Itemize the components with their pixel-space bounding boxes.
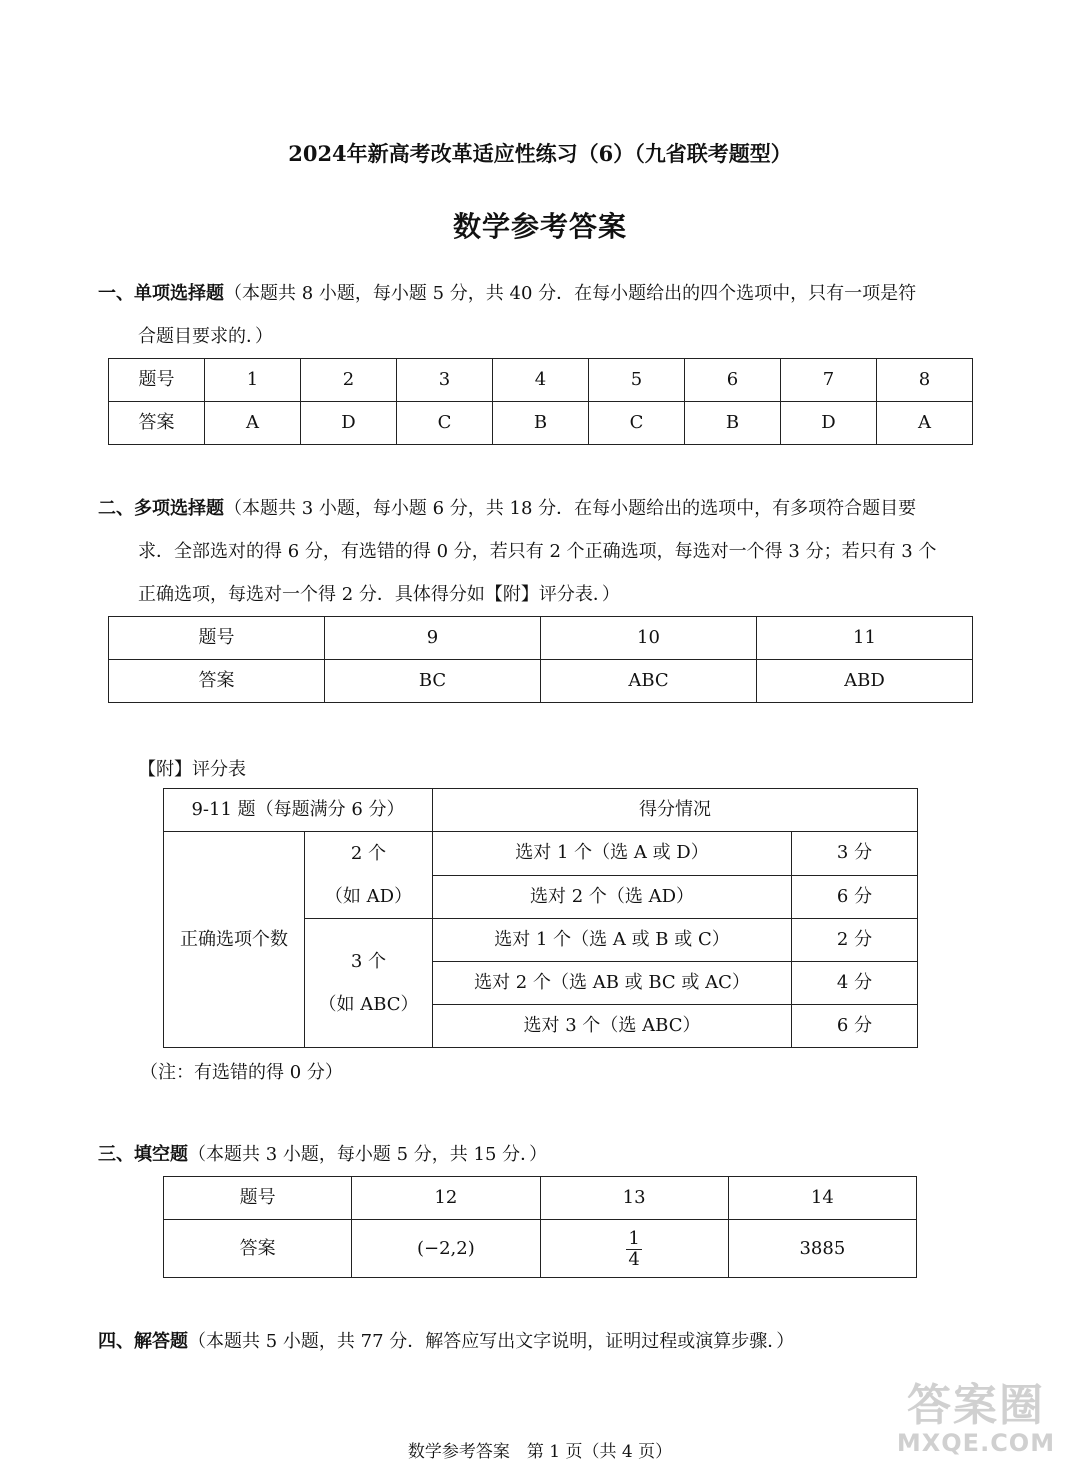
scoring-case: 选对 2 个（选 AD） [433, 875, 792, 919]
scoring-case: 选对 3 个（选 ABC） [433, 1005, 792, 1048]
question-number: 1 [205, 359, 301, 402]
scoring-points: 2 分 [792, 919, 918, 962]
scoring-table-caption: 【附】评分表 [138, 759, 246, 780]
fraction-numerator: 1 [628, 1227, 640, 1249]
table-row [164, 1220, 917, 1278]
question-number: 11 [757, 617, 973, 660]
table-row [164, 789, 918, 832]
section-description-cont: 求．全部选对的得 6 分，有选错的得 0 分，若只有 2 个正确选项，每选对一个得 3 分；若只有 3 个 [138, 541, 937, 562]
answer-cell: B [685, 402, 781, 445]
fraction [626, 1229, 641, 1270]
section-heading: 二、多项选择题 [98, 498, 224, 519]
watermark-text: 答案圈 [907, 1380, 1045, 1431]
document-subtitle: 数学参考答案 [452, 210, 627, 243]
question-number: 9 [325, 617, 541, 660]
answer-cell: ABD [757, 660, 973, 703]
scoring-header-right: 得分情况 [433, 789, 918, 832]
section-description: （本题共 3 小题，每小题 6 分，共 18 分．在每小题给出的选项中，有多项符合题目要 [224, 498, 917, 519]
scoring-case: 选对 2 个（选 AB 或 BC 或 AC） [433, 962, 792, 1005]
scoring-header-left: 9-11 题（每题满分 6 分） [164, 789, 433, 832]
scoring-note: （注：有选错的得 0 分） [140, 1062, 343, 1083]
answer-cell: D [301, 402, 397, 445]
question-number: 12 [352, 1177, 540, 1220]
question-number: 6 [685, 359, 781, 402]
scoring-points: 3 分 [792, 832, 918, 876]
answer-cell: A [877, 402, 973, 445]
group-count: 2 个 [350, 843, 387, 864]
table-row [109, 617, 973, 660]
answer-cell: D [781, 402, 877, 445]
answer-cell: 3885 [728, 1220, 916, 1278]
scoring-group-three [305, 919, 433, 1048]
section-description-cont: 合题目要求的．） [138, 326, 273, 347]
section-description: （本题共 5 小题，共 77 分．解答应写出文字说明，证明过程或演算步骤．） [188, 1331, 795, 1352]
question-number: 4 [493, 359, 589, 402]
section-solutions [98, 1320, 988, 1363]
scoring-points: 6 分 [792, 875, 918, 919]
answer-cell [540, 1220, 728, 1278]
table-row [164, 1177, 917, 1220]
question-number: 14 [728, 1177, 916, 1220]
scoring-points: 4 分 [792, 962, 918, 1005]
row-label-answer: 答案 [164, 1220, 352, 1278]
row-label-question: 题号 [164, 1177, 352, 1220]
group-example: （如 AD） [324, 886, 413, 907]
question-number: 13 [540, 1177, 728, 1220]
scoring-row-label: 正确选项个数 [164, 832, 305, 1048]
answer-cell: C [397, 402, 493, 445]
section-description: （本题共 8 小题，每小题 5 分，共 40 分．在每小题给出的四个选项中，只有一项是符 [224, 283, 917, 304]
single-choice-answer-table [108, 358, 973, 445]
row-label-question: 题号 [109, 617, 325, 660]
table-row [109, 660, 973, 703]
question-number: 3 [397, 359, 493, 402]
table-row [109, 359, 973, 402]
question-number: 8 [877, 359, 973, 402]
question-number: 10 [541, 617, 757, 660]
document-title: 2024年新高考改革适应性练习（6）（九省联考题型） [288, 141, 792, 166]
fraction-denominator: 4 [628, 1248, 640, 1270]
section-fill-blank [98, 1133, 988, 1176]
fill-blank-answer-table [163, 1176, 917, 1278]
group-count: 3 个 [350, 951, 387, 972]
section-single-choice [98, 272, 988, 358]
row-label-question: 题号 [109, 359, 205, 402]
answer-cell: ABC [541, 660, 757, 703]
answer-cell: C [589, 402, 685, 445]
section-heading: 三、填空题 [98, 1144, 188, 1165]
section-description-cont: 正确选项，每选对一个得 2 分．具体得分如【附】评分表．） [138, 584, 620, 605]
section-heading: 四、解答题 [98, 1331, 188, 1352]
multiple-choice-answer-table [108, 616, 973, 703]
page-footer: 数学参考答案 第 1 页（共 4 页） [407, 1442, 673, 1462]
scoring-case: 选对 1 个（选 A 或 B 或 C） [433, 919, 792, 962]
group-example: （如 ABC） [318, 994, 419, 1015]
answer-cell: (−2,2) [352, 1220, 540, 1278]
scoring-case: 选对 1 个（选 A 或 D） [433, 832, 792, 876]
scoring-points: 6 分 [792, 1005, 918, 1048]
question-number: 7 [781, 359, 877, 402]
section-multiple-choice [98, 487, 988, 616]
table-row [164, 832, 918, 876]
question-number: 5 [589, 359, 685, 402]
section-description: （本题共 3 小题，每小题 5 分，共 15 分．） [188, 1144, 548, 1165]
answer-cell: B [493, 402, 589, 445]
table-row [109, 402, 973, 445]
question-number: 2 [301, 359, 397, 402]
scoring-group-two [305, 832, 433, 919]
answer-cell: A [205, 402, 301, 445]
watermark-url: MXQE.COM [896, 1429, 1056, 1457]
row-label-answer: 答案 [109, 402, 205, 445]
row-label-answer: 答案 [109, 660, 325, 703]
scoring-table [163, 788, 918, 1048]
section-heading: 一、单项选择题 [98, 283, 224, 304]
answer-cell: BC [325, 660, 541, 703]
